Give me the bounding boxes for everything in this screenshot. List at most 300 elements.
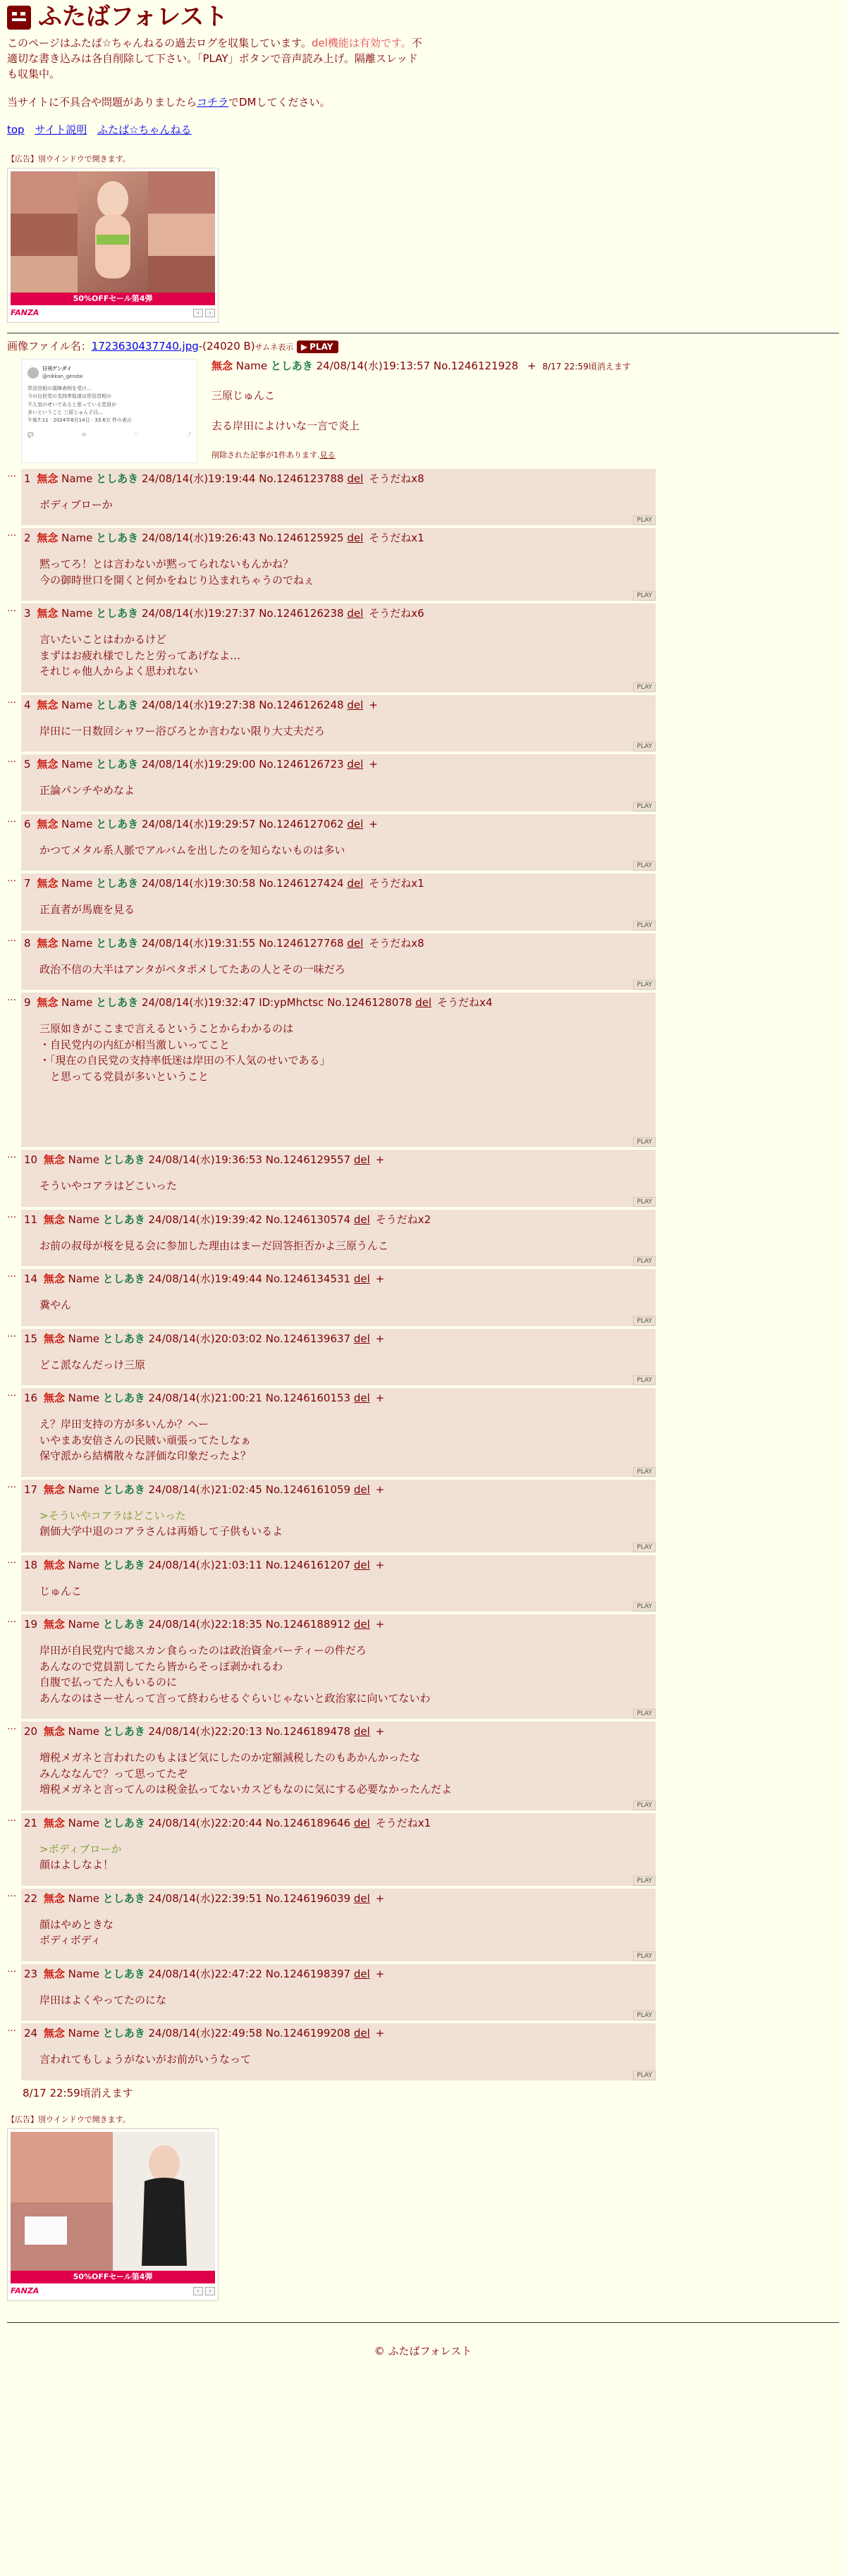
tweet-line: 岸田首相の退陣表明を受け...: [27, 386, 92, 392]
reply-body: [39, 1297, 653, 1316]
reply-name-label: Name: [68, 1332, 99, 1345]
reply-row: [7, 814, 839, 871]
reply-sodane-button[interactable]: そうだねx1: [369, 877, 424, 890]
reply-subject: 無念: [43, 1816, 65, 1829]
reply-post: [21, 469, 656, 526]
reply-index: 21: [24, 1816, 38, 1829]
reply-row: [7, 873, 839, 931]
reply-index: 16: [24, 1392, 38, 1405]
reply-text-line: 創価大学中退のコアラさんは再婚して子供もいるよ: [39, 1525, 283, 1538]
reply-text-line: まずはお疲れ様でしたと労ってあげなよ…: [39, 649, 241, 662]
reply-row: [7, 1722, 839, 1810]
retweet-icon: ⟲: [81, 432, 86, 438]
reply-mark: …: [7, 603, 16, 615]
intro-del-note: del機能は有効です。: [311, 37, 412, 50]
reply-body: [39, 842, 653, 861]
reply-text-line: 言いたいことはわかるけど: [39, 633, 167, 646]
reply-name-label: Name: [68, 2027, 99, 2040]
reply-index: 1: [24, 472, 31, 485]
reply-text-line: それじゃ他人からよく思われない: [39, 665, 199, 678]
reply-date: 24/08/14(水)19:26:43: [141, 532, 256, 545]
like-icon: ♡: [133, 432, 138, 438]
reply-body: [39, 783, 653, 802]
reply-play-button[interactable]: PLAY: [633, 2011, 656, 2020]
reply-sodane-button[interactable]: +: [369, 758, 378, 771]
reply-post: [21, 1614, 656, 1719]
ad-prev-button[interactable]: ‹: [193, 2287, 203, 2295]
reply-meta: [24, 1723, 653, 1740]
reply-date: 24/08/14(水)22:20:44: [148, 1816, 262, 1829]
reply-name-label: Name: [61, 758, 93, 771]
reply-post: [21, 1889, 656, 1961]
reply-sodane-button[interactable]: そうだねx8: [369, 936, 424, 950]
reply-meta: [24, 529, 653, 546]
nav-top-link[interactable]: top: [7, 123, 25, 137]
reply-name-label: Name: [68, 1816, 99, 1829]
reply-subject: 無念: [43, 1891, 65, 1905]
reply-subject: 無念: [43, 1618, 65, 1631]
reply-body: [39, 902, 653, 921]
reply-body: [39, 1357, 653, 1376]
reply-index: 15: [24, 1332, 38, 1345]
reply-sodane-button[interactable]: +: [375, 1483, 385, 1496]
reply-mark: …: [7, 754, 16, 766]
ad-image[interactable]: [11, 171, 215, 305]
reply-body: [39, 1750, 653, 1801]
deleted-note-text: 削除された記事が1件あります.: [212, 450, 320, 460]
reply-subject: 無念: [37, 698, 59, 711]
ad-arrows: [193, 2287, 215, 2295]
reply-mark: …: [7, 1614, 16, 1626]
reply-quote: >ボディブローか: [39, 1842, 122, 1856]
reply-play-button[interactable]: PLAY: [633, 515, 656, 525]
reply-mark: …: [7, 933, 16, 944]
reply-name: としあき: [96, 817, 139, 830]
reply-date: 24/08/14(水)19:32:47: [141, 996, 256, 1010]
reply-play-button[interactable]: PLAY: [633, 1801, 656, 1810]
reply-number: No.1246125925: [259, 532, 344, 545]
reply-number: No.1246127062: [259, 817, 344, 830]
reply-sodane-button[interactable]: +: [375, 1332, 385, 1345]
reply-post: [21, 1964, 656, 2021]
reply-subject: 無念: [37, 877, 59, 890]
reply-play-area: [24, 682, 656, 692]
reply-number: No.1246161059: [265, 1483, 351, 1496]
ad-next-button[interactable]: ›: [205, 2287, 215, 2295]
op-number: No.1246121928: [433, 359, 519, 372]
reply-date: 24/08/14(水)19:29:57: [141, 817, 256, 830]
op-thumbnail[interactable]: [21, 359, 197, 463]
reply-post: [21, 993, 656, 1147]
reply-play-button[interactable]: PLAY: [633, 1709, 656, 1719]
reply-del-button[interactable]: del: [353, 1483, 370, 1496]
reply-body: [39, 1508, 653, 1542]
reply-number: No.1246196039: [265, 1891, 351, 1905]
reply-del-button[interactable]: del: [347, 532, 364, 545]
reply-play-button[interactable]: PLAY: [633, 980, 656, 990]
reply-mark: …: [7, 993, 16, 1004]
reply-play-button[interactable]: PLAY: [633, 1197, 656, 1207]
reply-sodane-button[interactable]: そうだねx6: [369, 607, 424, 620]
reply-sodane-button[interactable]: +: [369, 698, 378, 711]
reply-text-line: 保守派から結構散々な評価な印象だったよ？: [39, 1449, 252, 1463]
reply-play-area: [24, 515, 656, 525]
reply-del-button[interactable]: del: [353, 1153, 370, 1167]
reply-name: としあき: [102, 1272, 145, 1286]
reply-del-button[interactable]: del: [353, 1816, 370, 1829]
reply-post: [21, 754, 656, 811]
reply-meta: [24, 816, 653, 833]
tweet-line: 今の自民党の支持率低迷は岸田首相の: [27, 393, 111, 400]
op-body: [212, 356, 631, 461]
tweet-line: 多いということ 三原じゅん子氏...: [27, 409, 103, 415]
reply-mark: …: [7, 1479, 16, 1490]
reply-date: 24/08/14(水)22:47:22: [148, 1967, 262, 1980]
reply-mark: …: [7, 1388, 16, 1399]
reply-name-label: Name: [61, 936, 93, 950]
reply-meta: [24, 1815, 653, 1832]
reply-sodane-button[interactable]: そうだねx2: [375, 1213, 431, 1226]
reply-index: 2: [24, 532, 31, 545]
reply-play-area: [24, 1876, 656, 1886]
reply-del-button[interactable]: del: [353, 1618, 370, 1631]
ad-banner-top[interactable]: [7, 168, 219, 323]
reply-text-line: そういやコアラはどこいった: [39, 1179, 178, 1193]
reply-play-button[interactable]: PLAY: [633, 1316, 656, 1326]
op-expire: 8/17 22:59頃消えます: [542, 361, 631, 372]
reply-meta: [24, 470, 653, 487]
ad-sale-banner: 50%OFFセール第4弾: [11, 2271, 215, 2283]
reply-play-button[interactable]: PLAY: [633, 682, 656, 692]
file-size: -(24020 B): [198, 340, 255, 353]
reply-play-button[interactable]: PLAY: [633, 1602, 656, 1612]
reply-number: No.1246128078: [327, 996, 412, 1010]
reply-number: No.1246160153: [265, 1392, 351, 1405]
reply-text-line: ・「現在の自民党の支持率低迷は岸田の不人気のせいである」: [39, 1054, 331, 1067]
reply-del-button[interactable]: del: [353, 1967, 370, 1980]
reply-text-line: 正直者が馬鹿を見る: [39, 903, 135, 916]
site-title: ふたばフォレスト: [38, 3, 228, 31]
reply-index: 9: [24, 996, 31, 1010]
reply-del-button[interactable]: del: [347, 472, 364, 485]
reply-body: [39, 497, 653, 516]
reply-play-button[interactable]: PLAY: [633, 1137, 656, 1147]
reply-sodane-button[interactable]: +: [375, 1153, 385, 1167]
reply-date: 24/08/14(水)21:00:21: [148, 1392, 262, 1405]
reply-subject: 無念: [43, 1392, 65, 1405]
reply-number: No.1246189478: [265, 1725, 351, 1738]
reply-play-button[interactable]: PLAY: [633, 1375, 656, 1385]
reply-text-line: 顔はやめときな: [39, 1918, 114, 1931]
reply-quote: >そういやコアラはどこいった: [39, 1509, 186, 1522]
reply-text-line: 岸田はよくやってたのにな: [39, 1993, 167, 2006]
reply-date: 24/08/14(水)19:36:53: [148, 1153, 262, 1167]
reply-list: [7, 469, 839, 2080]
op-text-line: 三原じゅんこ: [212, 388, 276, 402]
reply-name: としあき: [102, 1891, 145, 1905]
op-play-button[interactable]: [297, 341, 339, 353]
reply-number: No.1246126248: [259, 698, 344, 711]
reply-row: [7, 1388, 839, 1477]
reply-number: No.1246127424: [259, 877, 344, 890]
reply-play-button[interactable]: PLAY: [633, 921, 656, 931]
reply-row: [7, 1813, 839, 1886]
reply-number: No.1246127768: [259, 936, 344, 950]
reply-post: [21, 1722, 656, 1810]
reply-play-area: [24, 861, 656, 871]
reply-number: No.1246134531: [265, 1272, 351, 1286]
reply-post: [21, 695, 656, 752]
reply-number: No.1246130574: [265, 1213, 351, 1226]
reply-text-line: と思ってる党員が多いということ: [39, 1069, 209, 1083]
reply-del-button[interactable]: del: [353, 1891, 370, 1905]
reply-name: としあき: [102, 1816, 145, 1829]
reply-text-line: 自腹で払ってた人もいるのに: [39, 1676, 178, 1689]
reply-index: 20: [24, 1725, 38, 1738]
reply-date: 24/08/14(水)21:02:45: [148, 1483, 262, 1496]
reply-play-button[interactable]: PLAY: [633, 1256, 656, 1266]
reply-body: [39, 723, 653, 742]
reply-sodane-button[interactable]: +: [375, 1967, 385, 1980]
reply-del-button[interactable]: del: [347, 758, 364, 771]
reply-name: としあき: [102, 1618, 145, 1631]
ad-sale-banner: 50%OFFセール第4弾: [11, 293, 215, 305]
reply-play-button[interactable]: PLAY: [633, 802, 656, 811]
reply-play-area: [24, 1951, 656, 1961]
reply-post: [21, 1388, 656, 1477]
site-logo-icon: [7, 6, 31, 30]
reply-name-label: Name: [61, 607, 93, 620]
reply-row: [7, 695, 839, 752]
reply-subject: 無念: [37, 532, 59, 545]
reply-play-area: [24, 1467, 656, 1477]
reply-sodane-button[interactable]: +: [375, 1725, 385, 1738]
reply-play-area: [24, 921, 656, 931]
ad-banner-bottom[interactable]: [7, 2128, 219, 2301]
reply-mark: …: [7, 1554, 16, 1566]
nav-links: [7, 123, 839, 138]
tweet-account: [42, 365, 82, 381]
reply-play-button[interactable]: PLAY: [633, 861, 656, 871]
reply-play-button[interactable]: PLAY: [633, 1467, 656, 1477]
reply-name: としあき: [102, 2027, 145, 2040]
reply-date: 24/08/14(水)20:03:02: [148, 1332, 262, 1345]
reply-sodane-button[interactable]: +: [375, 1618, 385, 1631]
reply-meta: [24, 1211, 653, 1228]
reply-play-area: [24, 1256, 656, 1266]
reply-subject: 無念: [37, 607, 59, 620]
reply-post: [21, 1210, 656, 1267]
nav-about-link[interactable]: サイト説明: [35, 123, 87, 137]
reply-meta: [24, 697, 653, 713]
footer: [7, 2322, 839, 2388]
reply-row: [7, 1269, 839, 1326]
reply-del-button[interactable]: del: [347, 817, 364, 830]
reply-name: としあき: [102, 1392, 145, 1405]
reply-name: としあき: [96, 758, 139, 771]
reply-sodane-button[interactable]: そうだねx8: [369, 472, 424, 485]
reply-mark: …: [7, 1209, 16, 1220]
reply-meta: [24, 994, 653, 1011]
reply-play-area: [24, 802, 656, 811]
tweet-time: 午後7:11 · 2024年8月14日 · 33.6万 件の表示: [27, 417, 133, 423]
reply-row: [7, 528, 839, 601]
reply-name-label: Name: [68, 1483, 99, 1496]
reply-text-line: あんなのはさーせんって言って終わらせるぐらいじゃないと政治家に向いてないわ: [39, 1691, 431, 1705]
reply-subject: 無念: [37, 996, 59, 1010]
reply-text-line: かつてメタル系人脈でアルバムを出したのを知らないものは多い: [39, 843, 345, 857]
reply-play-button[interactable]: PLAY: [633, 1876, 656, 1886]
contact-link[interactable]: コチラ: [196, 95, 228, 109]
reply-index: 19: [24, 1618, 38, 1631]
reply-body: [39, 2051, 653, 2071]
reply-icon: 💬: [27, 432, 34, 438]
op-date: 24/08/14(水)19:13:57: [316, 359, 431, 372]
reply-del-button[interactable]: del: [353, 1272, 370, 1286]
reply-del-button[interactable]: del: [353, 1332, 370, 1345]
reply-sodane-button[interactable]: そうだねx1: [375, 1816, 431, 1829]
reply-name-label: Name: [68, 1967, 99, 1980]
reply-name: としあき: [96, 698, 139, 711]
reply-del-button[interactable]: del: [347, 877, 364, 890]
reply-mark: …: [7, 1269, 16, 1280]
reply-post: [21, 1269, 656, 1326]
reply-sodane-button[interactable]: +: [375, 1558, 385, 1571]
reply-body: [39, 1643, 653, 1709]
reply-del-button[interactable]: del: [353, 1558, 370, 1571]
reply-index: 23: [24, 1967, 38, 1980]
reply-name: としあき: [96, 607, 139, 620]
op-play-label: PLAY: [309, 341, 333, 352]
reply-body: [39, 1992, 653, 2011]
reply-text-line: 政治不信の大半はアンタがペタポメしてたあの人とその一味だろ: [39, 962, 345, 976]
reply-del-button[interactable]: del: [353, 1213, 370, 1226]
reply-date: 24/08/14(水)22:49:58: [148, 2027, 262, 2040]
reply-meta: [24, 935, 653, 952]
reply-meta: [24, 1965, 653, 1982]
reply-number: No.1246129557: [265, 1153, 351, 1167]
reply-name-label: Name: [61, 996, 93, 1010]
ad-prev-button[interactable]: ‹: [193, 309, 203, 317]
reply-text-line: みんななんで？って思ってたぞ: [39, 1767, 188, 1780]
reply-text-line: 正論パンチやめなよ: [39, 784, 135, 797]
reply-id: ID:ypMhctsc: [259, 996, 324, 1010]
reply-body: [39, 1238, 653, 1257]
reply-name-label: Name: [61, 472, 93, 485]
tweet-avatar: [27, 367, 39, 379]
reply-post: [21, 528, 656, 601]
reply-play-button[interactable]: PLAY: [633, 1542, 656, 1552]
reply-text-line: あんなので党員罰してたら皆からそっぽ剥かれるわ: [39, 1660, 283, 1673]
op-sodane-button[interactable]: +: [527, 359, 537, 372]
reply-text-line: いやまあ安倍さんの民賊い頑張ってたしなぁ: [39, 1433, 252, 1447]
reply-sodane-button[interactable]: +: [369, 817, 378, 830]
reply-date: 24/08/14(水)21:03:11: [148, 1558, 262, 1571]
ad-image[interactable]: [11, 2132, 215, 2283]
reply-name: としあき: [102, 1213, 145, 1226]
reply-mark: …: [7, 468, 16, 479]
reply-del-button[interactable]: del: [353, 1725, 370, 1738]
op-text: [212, 388, 631, 435]
reply-index: 18: [24, 1558, 38, 1571]
reply-sodane-button[interactable]: +: [375, 1272, 385, 1286]
reply-row: [7, 1480, 839, 1552]
intro-text-2: 不適切な書き込みは各自削除して下さい。「PLAY」ボタンで音声読み上げ。隔離スレッドも収集中。: [7, 37, 422, 80]
reply-mark: …: [7, 873, 16, 885]
reply-play-button[interactable]: PLAY: [633, 2071, 656, 2080]
reply-index: 5: [24, 758, 31, 771]
reply-sodane-button[interactable]: +: [375, 1891, 385, 1905]
reply-subject: 無念: [43, 1153, 65, 1167]
reply-meta: [24, 1151, 653, 1168]
reply-number: No.1246126238: [259, 607, 344, 620]
reply-body: [39, 1178, 653, 1197]
reply-play-button[interactable]: PLAY: [633, 742, 656, 752]
reply-date: 24/08/14(水)19:29:00: [141, 758, 256, 771]
reply-del-button[interactable]: del: [353, 1392, 370, 1405]
reply-index: 6: [24, 817, 31, 830]
reply-sodane-button[interactable]: そうだねx4: [437, 996, 493, 1010]
reply-index: 7: [24, 877, 31, 890]
reply-sodane-button[interactable]: +: [375, 1392, 385, 1405]
reply-name: としあき: [96, 936, 139, 950]
ad-footer: [11, 2285, 215, 2298]
ad-brand-logo: FANZA: [11, 2286, 39, 2295]
reply-subject: 無念: [43, 1558, 65, 1571]
reply-subject: 無念: [37, 817, 59, 830]
nav-futaba-link[interactable]: ふたば☆ちゃんねる: [97, 123, 192, 137]
op-subject: 無念: [212, 359, 233, 372]
reply-meta: [24, 1270, 653, 1287]
reply-text-line: 今の御時世口を開くと何かをねじり込まれちゃうのでねぇ: [39, 573, 315, 587]
reply-name: としあき: [96, 877, 139, 890]
reply-del-button[interactable]: del: [347, 936, 364, 950]
reply-del-button[interactable]: del: [347, 698, 364, 711]
reply-row: [7, 933, 839, 990]
reply-sodane-button[interactable]: +: [375, 2027, 385, 2040]
reply-meta: [24, 1890, 653, 1907]
reply-subject: 無念: [37, 936, 59, 950]
reply-meta: [24, 1616, 653, 1633]
reply-name-label: Name: [61, 817, 93, 830]
deleted-view-link[interactable]: 見る: [319, 450, 336, 460]
reply-play-area: [24, 1542, 656, 1552]
reply-play-button[interactable]: PLAY: [633, 1951, 656, 1961]
reply-text-line: 言われてもしょうがないがお前がいうなって: [39, 2053, 252, 2066]
reply-text-line: 岸田が自民党内で総スカン食らったのは政治資金パーティーの件だろ: [39, 1644, 367, 1657]
reply-post: [21, 873, 656, 931]
reply-name: としあき: [102, 1153, 145, 1167]
reply-date: 24/08/14(水)19:19:44: [141, 472, 256, 485]
play-icon: ▶: [300, 341, 308, 352]
reply-sodane-button[interactable]: そうだねx1: [369, 532, 424, 545]
tweet-icons: [27, 431, 191, 439]
reply-del-button[interactable]: del: [347, 607, 364, 620]
op-file-link[interactable]: 1723630437740.jpg: [91, 340, 199, 353]
reply-index: 3: [24, 607, 31, 620]
reply-date: 24/08/14(水)22:18:35: [148, 1618, 262, 1631]
contact-line: [7, 95, 839, 111]
reply-text-line: 黙ってろ！とは言わないが黙ってられないもんかね？: [39, 558, 294, 571]
reply-play-button[interactable]: PLAY: [633, 591, 656, 601]
ad-next-button[interactable]: ›: [205, 309, 215, 317]
reply-name: としあき: [102, 1558, 145, 1571]
reply-del-button[interactable]: del: [353, 2027, 370, 2040]
reply-del-button[interactable]: del: [415, 996, 432, 1010]
reply-text-line: ボディボディ: [39, 1934, 102, 1947]
reply-meta: [24, 756, 653, 773]
reply-subject: 無念: [43, 1213, 65, 1226]
